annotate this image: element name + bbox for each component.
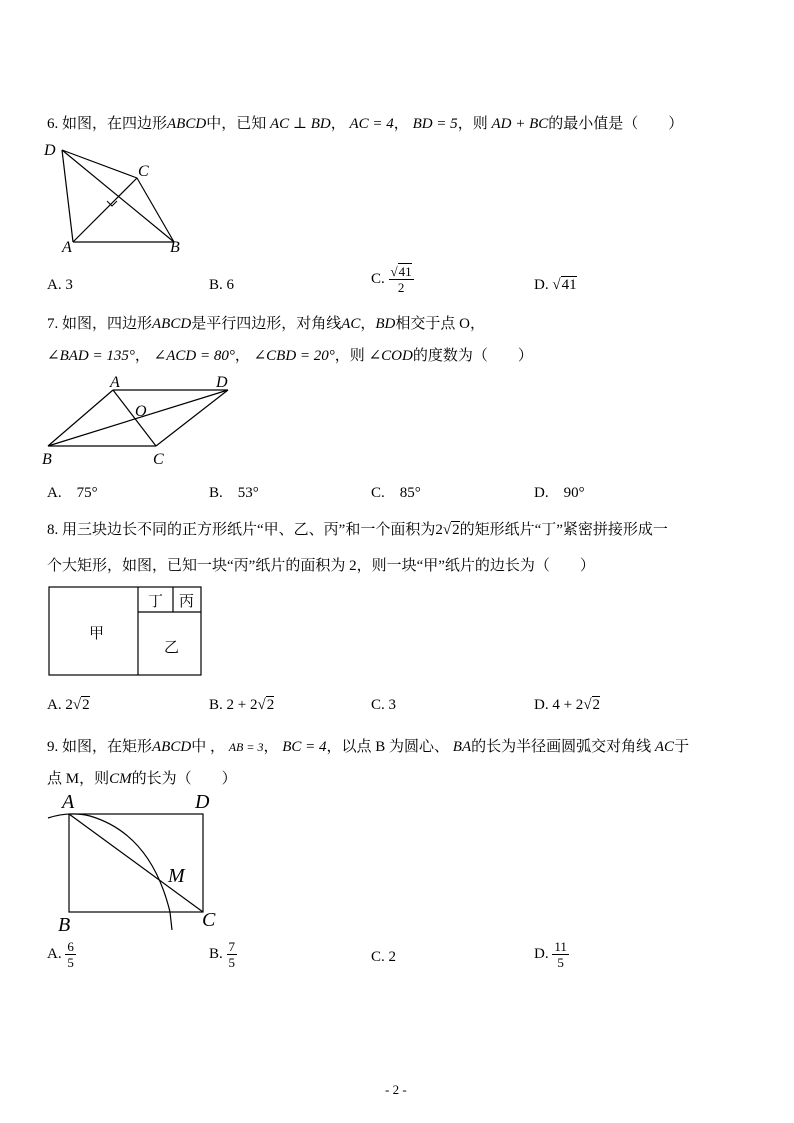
q6-stem: 6. 如图，在四边形ABCD中，已知 AC ⊥ BD， AC = 4， BD = 5，则 AD + BC的最小值是（ ） xyxy=(47,116,684,132)
q7-label-c: C xyxy=(153,451,164,468)
q9-label-c: C xyxy=(202,909,216,931)
q6-label-d: D xyxy=(44,142,56,159)
q9-label-a: A xyxy=(62,791,75,813)
q7-stem-line1: 7. 如图，四边形ABCD是平行四边形，对角线AC，BD相交于点 O， xyxy=(47,316,485,332)
q7-label-o: O xyxy=(135,403,147,420)
q8-label-bing: 丙 xyxy=(179,594,195,610)
q8-label-ding: 丁 xyxy=(148,594,164,610)
q8-option-d[interactable]: D. 4 + 2√2 xyxy=(534,697,601,713)
q8-option-c[interactable]: C. 3 xyxy=(371,697,397,713)
q6-side-bc xyxy=(137,178,174,242)
q7-side-dc xyxy=(156,390,228,446)
q7-option-c[interactable]: C. 85° xyxy=(371,485,421,501)
page-number: - 2 - xyxy=(385,1082,407,1097)
q7-label-d: D xyxy=(216,374,228,391)
q9-label-d: D xyxy=(195,791,210,813)
q6-diagonal-bd xyxy=(62,150,174,242)
q8-label-yi: 乙 xyxy=(164,640,180,656)
q6-option-d[interactable]: D. √41 xyxy=(534,277,577,293)
q9-diagonal-ac xyxy=(69,814,203,912)
q9-figure xyxy=(40,788,240,938)
q7-stem-line2: ∠BAD = 135°， ∠ACD = 80°， ∠CBD = 20°，则 ∠COD的度数为（ ） xyxy=(47,348,533,364)
q9-option-a[interactable]: A. $\frac{6}{5}$ xyxy=(47,939,74,970)
q7-option-a[interactable]: A. 75° xyxy=(47,485,98,501)
q9-label-m: M xyxy=(168,865,185,887)
q6-label-b: B xyxy=(170,239,180,256)
q9-stem-line1: 9. 如图，在矩形ABCD中 ， AB = 3， BC = 4，以点 B 为圆心、 BA的长为半径画圆弧交对角线 AC于 xyxy=(47,739,690,755)
q6-label-a: A xyxy=(62,239,72,256)
q9-option-b[interactable]: B. $\frac{7}{5}$ xyxy=(209,939,236,970)
q8-option-a[interactable]: A. 2√2 xyxy=(47,697,90,713)
q8-stem-line1: 8. 用三块边长不同的正方形纸片“甲、乙、丙”和一个面积为2√2的矩形纸片“丁”紧密拼接形成一 xyxy=(47,522,668,538)
q7-label-b: B xyxy=(42,451,52,468)
q6-option-a[interactable]: A. 3 xyxy=(47,277,73,293)
q6-option-b[interactable]: B. 6 xyxy=(209,277,235,293)
q9-label-b: B xyxy=(58,914,71,936)
q8-stem-line2: 个大矩形，如图，已知一块“丙”纸片的面积为 2，则一块“甲”纸片的边长为（ ） xyxy=(47,558,595,574)
q7-figure xyxy=(40,372,240,468)
q9-stem-line2: 点 M，则CM的长为（ ） xyxy=(47,771,237,787)
q7-side-ba xyxy=(48,390,113,446)
q6-label-c: C xyxy=(138,163,149,180)
q6-option-c[interactable]: C. $\frac{√41}{2}$ xyxy=(371,264,412,295)
q8-figure xyxy=(48,586,208,678)
q7-label-a: A xyxy=(110,374,120,391)
q6-figure xyxy=(40,138,200,258)
q6-side-cd xyxy=(62,150,137,178)
q8-label-jia: 甲 xyxy=(89,626,105,642)
q8-option-b[interactable]: B. 2 + 2√2 xyxy=(209,697,275,713)
q7-option-b[interactable]: B. 53° xyxy=(209,485,259,501)
q6-diagonal-ac xyxy=(73,178,137,242)
q9-option-d[interactable]: D. $\frac{11}{5}$ xyxy=(534,939,567,970)
q7-option-d[interactable]: D. 90° xyxy=(534,485,585,501)
q6-side-da xyxy=(62,150,73,242)
q9-option-c[interactable]: C. 2 xyxy=(371,949,397,965)
